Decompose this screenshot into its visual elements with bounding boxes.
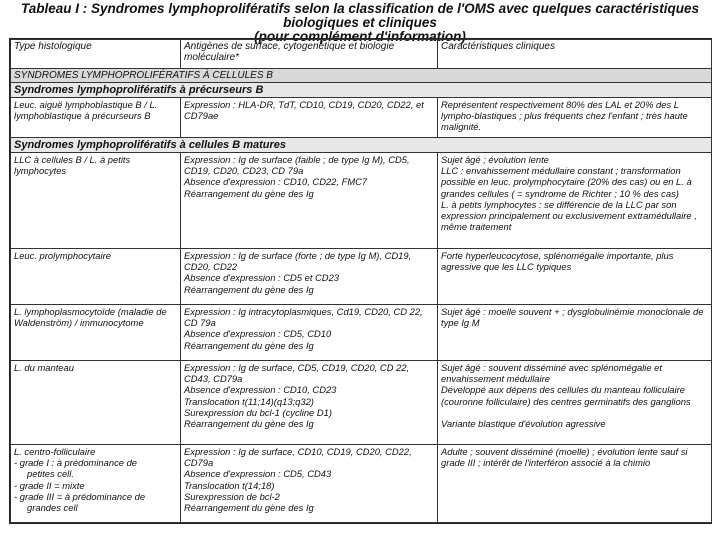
- text-line: Réarrangement du gène des Ig: [184, 502, 314, 514]
- text-line: Leuc. prolymphocytaire: [14, 250, 111, 261]
- text-line: Expression : Ig de surface (faible ; de type Ig M), CD5,: [184, 154, 410, 165]
- cell-antigens: [181, 249, 438, 305]
- table-row: [11, 249, 712, 305]
- text-line: Surexpression de bcl-2: [184, 490, 280, 502]
- cell-type: [11, 361, 181, 445]
- cell-antigens: [181, 305, 438, 361]
- text-line: Translocation t(11;14)(q13;q32): [184, 395, 314, 407]
- text-line: Sujet âgé ; évolution lente: [441, 154, 549, 165]
- text-line: Absence d'expression : CD5, CD10: [184, 328, 332, 340]
- cell-clinical: [438, 249, 712, 305]
- text-line: envahissement médullaire: [441, 373, 550, 385]
- text-line: lymphocytes: [14, 165, 67, 177]
- text-line: CD20, CD22: [184, 261, 238, 273]
- table-row: [11, 445, 712, 523]
- text-line: Réarrangement du gène des Ig: [184, 187, 314, 199]
- cell-type: [11, 249, 181, 305]
- text-line: Adulte ; souvent disséminé (moelle) ; évolution lente sauf si: [441, 446, 688, 457]
- text-line: possible en leuc. prolymphocytaire (20% des cas) ou en L. à: [441, 176, 692, 188]
- subsection-row-1: [11, 83, 712, 98]
- table-row: [11, 305, 712, 361]
- text-line: Expression : Ig intracytoplasmiques, Cd19, CD20, CD 22,: [184, 306, 423, 317]
- text-line: Surexpression du bcl-1 (cycline D1): [184, 406, 332, 418]
- title-line-2: (pour complément d'information): [254, 29, 466, 44]
- header-row: [11, 40, 712, 69]
- cell-type: [11, 153, 181, 249]
- header-type: Type histologique: [11, 40, 181, 69]
- text-line: CD79a: [184, 457, 214, 469]
- subsection-row-2: [11, 138, 712, 153]
- text-line: Développé aux dépens des cellules du manteau folliculaire: [441, 384, 685, 396]
- text-line: [441, 407, 708, 418]
- bullet-item: - grade III = à prédominance de: [14, 490, 146, 502]
- text-line: Expression : HLA-DR, TdT, CD10, CD19, CD20, CD22, et: [184, 99, 424, 110]
- text-line: malignité.: [441, 121, 482, 133]
- text-line: Sujet âgé : moelle souvent + ; dysglobulinémie monoclonale de: [441, 306, 704, 317]
- text-line: CD 79a: [184, 317, 216, 329]
- header-clinical: Caractéristiques cliniques: [438, 40, 712, 69]
- cell-clinical: [438, 98, 712, 138]
- text-line: L. du manteau: [14, 362, 74, 373]
- table-row: [11, 361, 712, 445]
- text-line: Expression : Ig de surface (forte ; de type Ig M), CD19,: [184, 250, 412, 261]
- header-antigens: Antigènes de surface, cytogenétique et biologie moléculaire*: [181, 40, 438, 69]
- text-line: Expression : Ig de surface, CD5, CD19, CD20, CD 22,: [184, 362, 410, 373]
- cell-type: [11, 98, 181, 138]
- text-line: agressive que les LLC typiques: [441, 261, 572, 273]
- section-title: SYNDROMES LYMPHOPROLIFÉRATIFS À CELLULES B: [11, 69, 712, 83]
- bullet-item: - grade II = mixte: [14, 479, 85, 491]
- cell-type: [11, 305, 181, 361]
- text-line: Représentent respectivement 80% des LAL et 20% des L: [441, 99, 679, 110]
- cell-clinical: [438, 153, 712, 249]
- cell-clinical: [438, 361, 712, 445]
- text-line: lympho-blastiques ; plus fréquents chez l'enfant ; très haute: [441, 110, 688, 122]
- section-row: [11, 69, 712, 83]
- text-line: lymphoblastique à précurseurs B: [14, 110, 151, 122]
- text-line: CD79ae: [184, 110, 219, 122]
- cell-clinical: [438, 305, 712, 361]
- subsection-title-2: Syndromes lymphoprolifératifs à cellules B matures: [11, 138, 712, 153]
- bullet-item: grandes cell: [24, 502, 78, 514]
- text-line: (couronne folliculaire) des centres germinatifs des ganglions: [441, 395, 691, 407]
- text-line: L. lymphoplasmocytoïde (maladie de: [14, 306, 167, 317]
- data-table: [9, 38, 712, 524]
- title-line-1: Tableau I : Syndromes lymphoprolifératifs selon la classification de l'OMS avec quelques caractéristiques biologiques et cliniques: [21, 1, 699, 30]
- text-line: Leuc. aiguë lymphoblastique B / L.: [14, 99, 158, 110]
- text-line: Absence d'expression : CD5 et CD23: [184, 272, 339, 284]
- subsection-title-1: Syndromes lymphoprolifératifs à précurseurs B: [11, 83, 712, 98]
- text-line: L. à petits lymphocytes : se différencie de la LLC par son: [441, 198, 677, 210]
- text-line: CD43, CD79a: [184, 373, 243, 385]
- bullet-item: - grade I : à prédominance de: [14, 457, 137, 469]
- text-line: même traitement: [441, 221, 512, 233]
- text-line: Waldenström) / immunocytome: [14, 317, 144, 329]
- text-line: Réarrangement du gène des Ig: [184, 418, 314, 430]
- text-line: expression principalement ou exclusivement extramédullaire ,: [441, 210, 697, 222]
- cell-antigens: [181, 361, 438, 445]
- text-line: L. centro-folliculaire: [14, 446, 96, 457]
- text-line: grandes cellules ( = syndrome de Richter ; 10 % des cas): [441, 187, 679, 199]
- cell-type: [11, 445, 181, 523]
- text-line: Forte hyperleucocytose, splénomégalie importante, plus: [441, 250, 674, 261]
- bullet-item: petites cell.: [24, 468, 74, 480]
- text-line: Absence d'expression : CD10, CD22, FMC7: [184, 176, 368, 188]
- table-row: [11, 98, 712, 138]
- text-line: Variante blastique d'évolution agressive: [441, 418, 606, 430]
- text-line: grade III ; intérêt de l'interféron associé à la chimio: [441, 457, 651, 469]
- table-row: [11, 153, 712, 249]
- text-line: Absence d'expression : CD10, CD23: [184, 384, 337, 396]
- cell-clinical: [438, 445, 712, 523]
- text-line: type Ig M: [441, 317, 480, 329]
- text-line: Sujet âgé : souvent disséminé avec splénomégalie et: [441, 362, 662, 373]
- text-line: Translocation t(14;18): [184, 479, 275, 491]
- text-line: Expression : Ig de surface, CD10, CD19, CD20, CD22,: [184, 446, 412, 457]
- cell-antigens: [181, 153, 438, 249]
- cell-antigens: [181, 98, 438, 138]
- text-line: Absence d'expression : CD5, CD43: [184, 468, 332, 480]
- text-line: LLC : envahissement médullaire constant ; transformation: [441, 165, 681, 177]
- text-line: LLC à cellules B / L. à petits: [14, 154, 131, 165]
- text-line: Réarrangement du gène des Ig: [184, 339, 314, 351]
- text-line: CD19, CD20, CD23, CD 79a: [184, 165, 304, 177]
- text-line: Réarrangement du gène des Ig: [184, 283, 314, 295]
- cell-antigens: [181, 445, 438, 523]
